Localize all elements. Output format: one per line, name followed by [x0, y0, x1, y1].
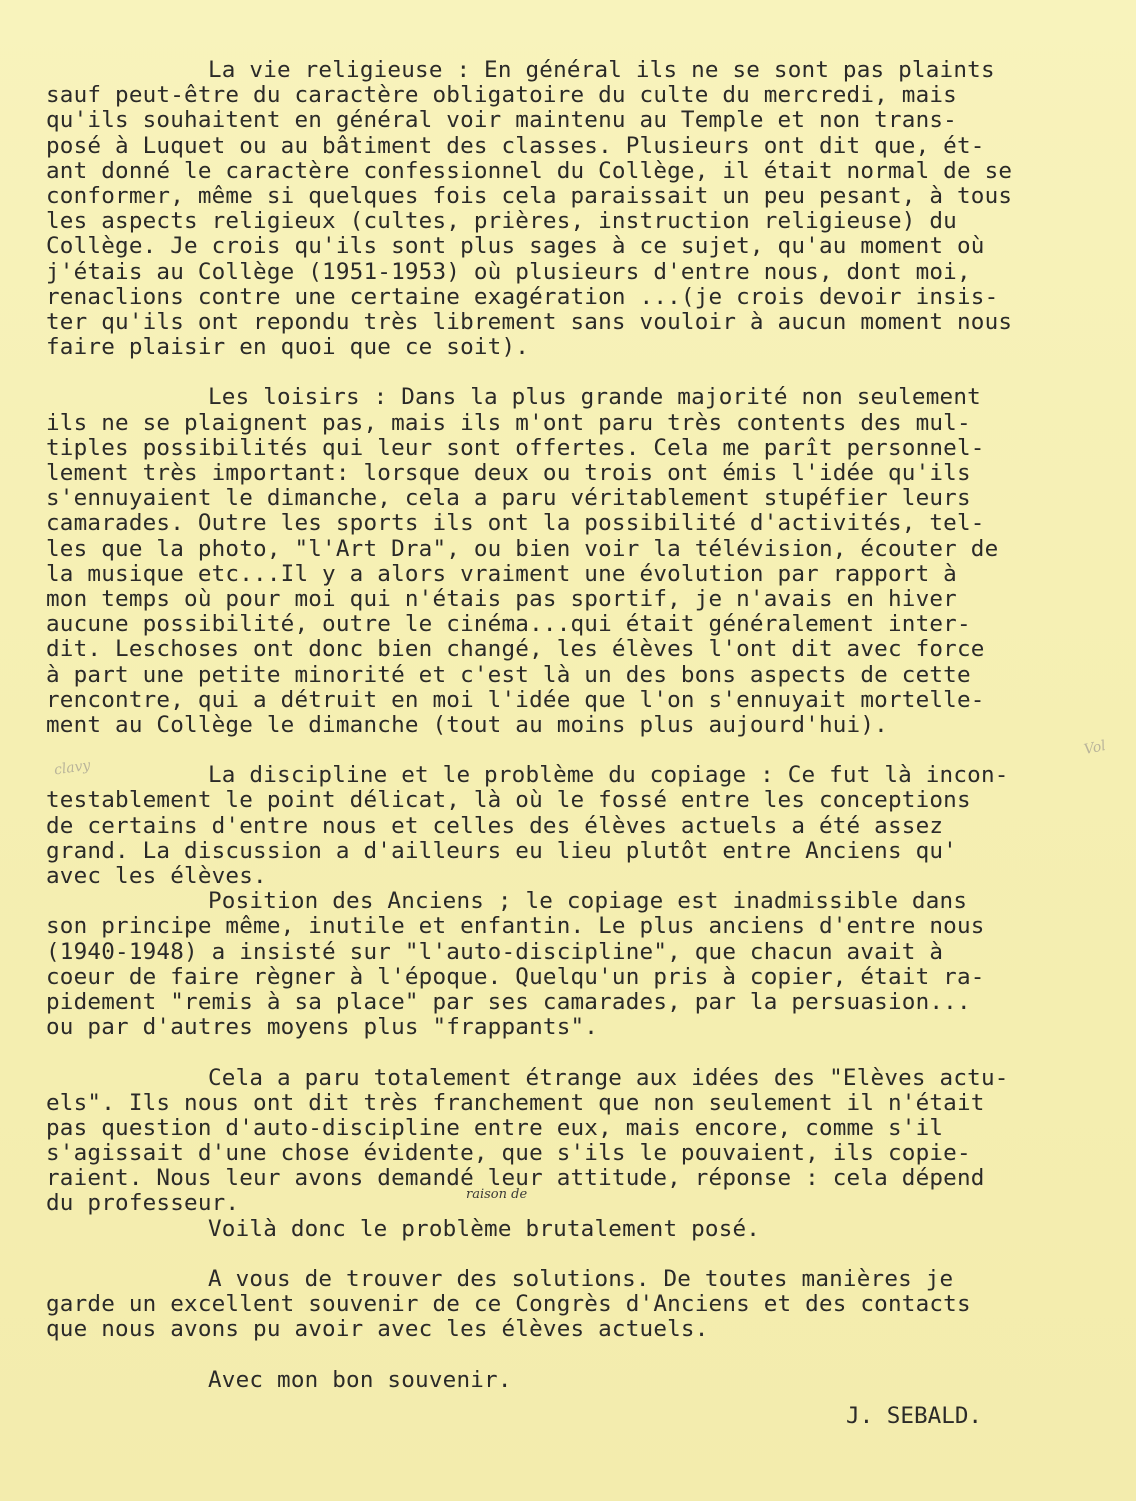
text-line: s'agissait d'une chose évidente, que s'ils le pouvaient, ils copie-: [46, 1140, 971, 1167]
text-line: avec les élèves.: [46, 863, 267, 889]
text-line: son principe même, inutile et enfantin. Le plus anciens d'entre nous: [46, 913, 985, 940]
text-line: conformer, même si quelques fois cela paraissait un peu pesant, à tous: [46, 182, 1013, 209]
text-line: testablement le point délicat, là où le fossé entre les conceptions: [46, 787, 971, 814]
text-line: les aspects religieux (cultes, prières, instruction religieuse) du: [46, 208, 957, 235]
text-line: ment au Collège le dimanche (tout au moins plus aujourd'hui).: [46, 711, 888, 738]
text-line: (1940-1948) a insisté sur "l'auto-discipline", que chacun avait à: [46, 938, 944, 965]
text-line: s'ennuyaient le dimanche, cela a paru véritablement stupéfier leurs: [46, 485, 971, 512]
text-line: aucune possibilité, outre le cinéma...qui était généralement inter-: [46, 611, 971, 638]
text-line: de certains d'entre nous et celles des élèves actuels a été assez: [46, 812, 944, 839]
text-line: la musique etc...Il y a alors vraiment une évolution par rapport à: [46, 560, 957, 587]
text-line: Collège. Je crois qu'ils sont plus sages à ce sujet, qu'au moment où: [46, 233, 985, 260]
text-line: garde un excellent souvenir de ce Congrès d'Anciens et des contacts: [46, 1291, 971, 1318]
text-line: ou par d'autres moyens plus "frappants".: [46, 1014, 599, 1041]
text-line: grand. La discussion a d'ailleurs eu lieu plutôt entre Anciens qu': [46, 837, 957, 864]
text-line: les que la photo, "l'Art Dra", ou bien voir la télévision, écouter de: [46, 535, 999, 562]
text-line: pas question d'auto-discipline entre eux, mais encore, comme s'il: [46, 1114, 944, 1141]
text-line: lement très important: lorsque deux ou trois ont émis l'idée qu'ils: [46, 460, 971, 486]
text-line: pidement "remis à sa place" par ses camarades, par la persuasion...: [46, 988, 971, 1015]
text-line: Voilà donc le problème brutalement posé.: [208, 1215, 761, 1242]
text-line: coeur de faire règner à l'époque. Quelqu'un pris à copier, était ra-: [46, 963, 985, 990]
text-line: à part une petite minorité et c'est là un des bons aspects de cette: [46, 661, 971, 688]
text-line: camarades. Outre les sports ils ont la possibilité d'activités, tel-: [46, 510, 985, 537]
text-line: renaclions contre une certaine exagération ...(je crois devoir insis-: [46, 283, 999, 310]
handwritten-insert: raison de: [466, 1187, 528, 1202]
text-line: ant donné le caractère confessionnel du Collège, il était normal de se: [46, 157, 1013, 184]
text-line: Cela a paru totalement étrange aux idées des "Elèves actu-: [208, 1064, 1009, 1091]
text-line: mon temps où pour moi qui n'étais pas sportif, je n'avais en hiver: [46, 585, 957, 612]
text-line: tiples possibilités qui leur sont offertes. Cela me parît personnel-: [46, 434, 985, 461]
text-line: du professeur.: [46, 1190, 240, 1217]
text-line: sauf peut-être du caractère obligatoire du culte du mercredi, mais: [46, 82, 957, 109]
text-line: ils ne se plaignent pas, mais ils m'ont paru très contents des mul-: [46, 409, 971, 436]
text-line: dit. Leschoses ont donc bien changé, les élèves l'ont dit avec force: [46, 636, 985, 663]
text-line: j'étais au Collège (1951-1953) où plusieurs d'entre nous, dont moi,: [46, 258, 971, 285]
text-line: La vie religieuse : En général ils ne se sont pas plaints: [208, 57, 995, 83]
margin-mark: Vol: [1082, 737, 1108, 759]
text-line: Les loisirs : Dans la plus grande majorité non seulement: [208, 384, 981, 411]
text-line: els". Ils nous ont dit très franchement que non seulement il n'était: [46, 1089, 985, 1116]
text-line: posé à Luquet ou au bâtiment des classes. Plusieurs ont dit que, ét-: [46, 132, 985, 159]
text-line: faire plaisir en quoi que ce soit).: [46, 334, 530, 361]
text-line: que nous avons pu avoir avec les élèves actuels.: [46, 1316, 709, 1343]
text-line: A vous de trouver des solutions. De toutes manières je: [208, 1266, 954, 1292]
text-line: Position des Anciens ; le copiage est inadmissible dans: [208, 888, 968, 915]
text-line: ter qu'ils ont repondu très librement sans vouloir à aucun moment nous: [46, 308, 1013, 335]
text-line: La discipline et le problème du copiage : Ce fut là incon-: [208, 762, 1009, 789]
margin-mark: clavy: [53, 757, 92, 779]
text-line: raient. Nous leur avons demandé leur attitude, réponse : cela dépend: [46, 1165, 985, 1192]
signature: J. SEBALD.: [846, 1403, 983, 1429]
text-line: rencontre, qui a détruit en moi l'idée que l'on s'ennuyait mortelle-: [46, 686, 985, 713]
letter-body: [46, 58, 1086, 1393]
text-line: Avec mon bon souvenir.: [208, 1366, 512, 1393]
text-line: qu'ils souhaitent en général voir maintenu au Temple et non trans-: [46, 107, 957, 134]
